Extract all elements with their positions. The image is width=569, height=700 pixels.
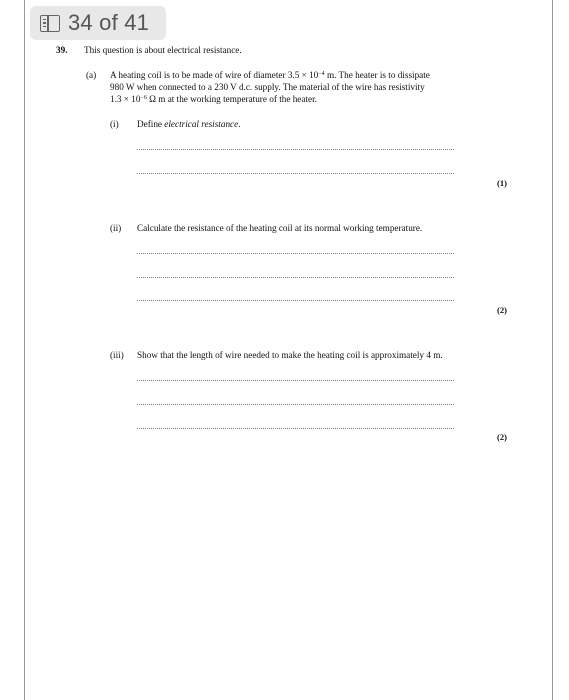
sub-ii-text: Calculate the resistance of the heating coil at its normal working temperature. (137, 223, 423, 233)
page-edge-left (24, 0, 25, 700)
marks-sub-ii: (2) (497, 305, 507, 315)
sub-ii-label: (ii) (110, 223, 122, 233)
page-edge-right (552, 0, 553, 700)
answer-line[interactable] (137, 300, 454, 301)
answer-line[interactable] (137, 149, 454, 150)
sub-i-label: (i) (110, 119, 119, 129)
marks-sub-iii: (2) (497, 432, 507, 442)
marks-sub-i: (1) (497, 178, 507, 188)
sub-i-text: Define electrical resistance. (137, 119, 241, 129)
part-a-line-1: A heating coil is to be made of wire of diameter $3.5 \times 10^{-4}$ m. The heater is to dissipate (110, 70, 430, 80)
question-number: 39. (56, 45, 68, 55)
sub-iii-text: Show that the length of wire needed to make the heating coil is approximately 4 m. (137, 350, 443, 360)
page-counter-badge[interactable] (30, 6, 166, 40)
answer-line[interactable] (137, 428, 454, 429)
sub-iii-label: (iii) (110, 350, 124, 360)
part-a-line-2: 980 W when connected to a 230 V d.c. supply. The material of the wire has resistivity (110, 82, 425, 92)
question-intro: This question is about electrical resistance. (84, 45, 242, 55)
answer-line[interactable] (137, 404, 454, 405)
page-counter-text: 34 of 41 (68, 10, 150, 35)
answer-line[interactable] (137, 380, 454, 381)
page-thumbnail-icon (40, 15, 60, 32)
answer-line[interactable] (137, 277, 454, 278)
answer-line[interactable] (137, 173, 454, 174)
answer-line[interactable] (137, 253, 454, 254)
part-a-label: (a) (86, 70, 97, 80)
part-a-line-3: $1.3 \times 10^{-6}$ Ω m at the working temperature of the heater. (110, 94, 317, 104)
